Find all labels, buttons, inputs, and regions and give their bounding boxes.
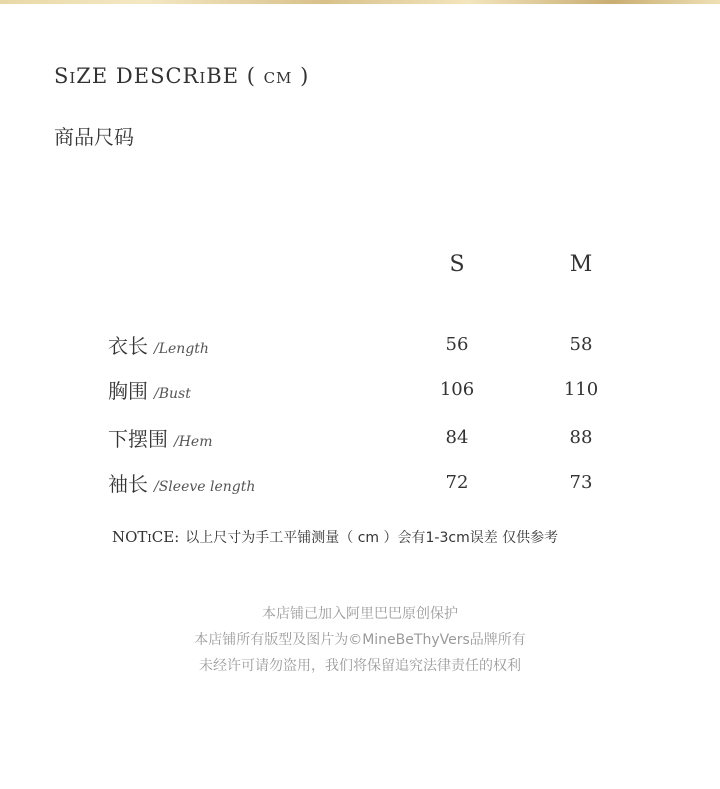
row-label-cn: 下摆围	[108, 427, 168, 451]
row-label-en: /Bust	[154, 386, 191, 402]
measurement-notice	[112, 527, 558, 547]
decorative-top-strip	[0, 0, 720, 4]
notice-text: 以上尺寸为手工平铺测量（ cm ）会有1-3cm误差 仅供参考	[185, 530, 559, 546]
copyright-line-2: 本店铺所有版型及图片为©MineBeThyVers品牌所有	[194, 632, 526, 648]
cell-sleeve-s: 72	[445, 472, 469, 493]
cell-sleeve-m: 73	[569, 472, 593, 493]
row-label-hem	[108, 423, 213, 452]
row-label-cn: 袖长	[108, 472, 148, 496]
row-label-cn: 胸围	[108, 379, 148, 403]
cell-hem-s: 84	[445, 427, 469, 448]
size-header-s: S	[449, 252, 465, 277]
row-label-en: /Hem	[174, 434, 213, 450]
row-label-bust	[108, 375, 191, 404]
notice-lead: NOTiCE:	[112, 528, 180, 546]
cell-length-m: 58	[569, 334, 593, 355]
copyright-line-3: 未经许可请勿盗用，我们将保留追究法律责任的权利	[199, 658, 521, 674]
row-label-en: /Sleeve length	[154, 479, 256, 495]
row-label-length	[108, 330, 209, 359]
cell-bust-s: 106	[439, 379, 475, 400]
row-label-en: /Length	[154, 341, 209, 357]
copyright-line-1: 本店铺已加入阿里巴巴原创保护	[262, 606, 458, 622]
cell-length-s: 56	[445, 334, 469, 355]
cell-bust-m: 110	[563, 379, 599, 400]
size-chart-title-cn: 商品尺码	[54, 125, 134, 149]
size-header-m: M	[569, 252, 593, 277]
row-label-cn: 衣长	[108, 334, 148, 358]
size-describe-title: SiZE DESCRiBE ( cm )	[54, 64, 310, 88]
cell-hem-m: 88	[569, 427, 593, 448]
row-label-sleeve	[108, 468, 255, 497]
